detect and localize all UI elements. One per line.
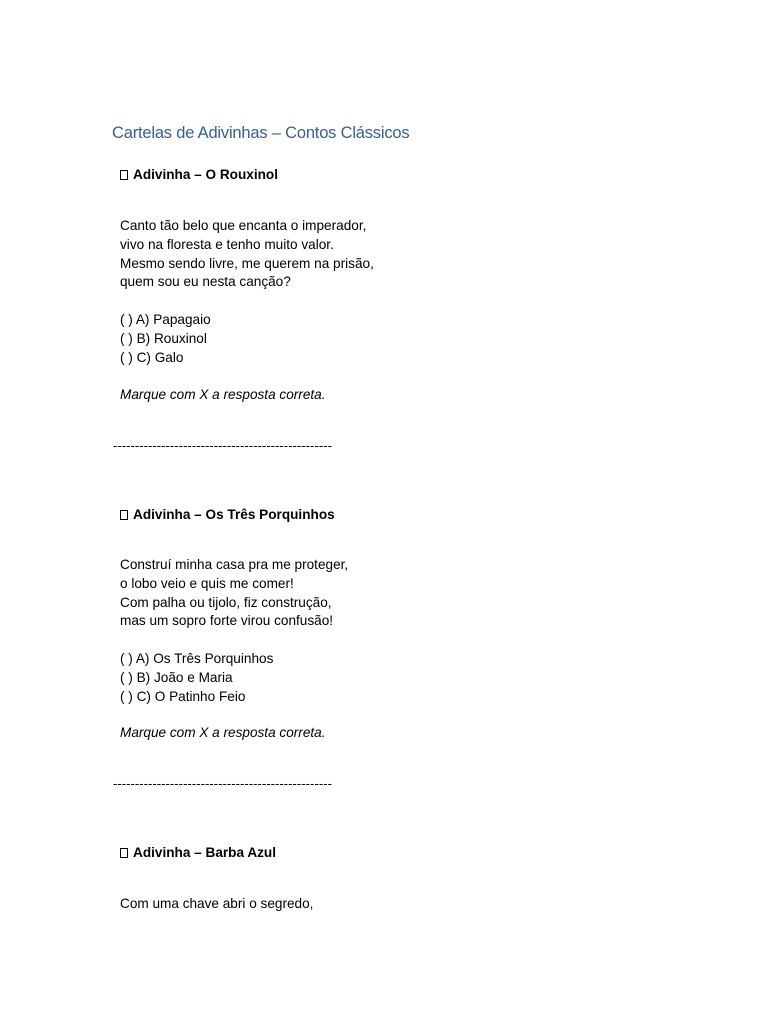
verse-line: o lobo veio e quis me comer! — [120, 575, 294, 591]
riddle-verse — [120, 895, 313, 914]
answer-option: ( ) B) Rouxinol — [120, 330, 207, 346]
answer-option: ( ) C) O Patinho Feio — [120, 688, 246, 704]
answer-option: ( ) C) Galo — [120, 349, 184, 365]
riddle-verse — [120, 217, 374, 292]
riddle-options — [120, 311, 211, 367]
verse-line: Construí minha casa pra me proteger, — [120, 557, 349, 572]
riddle-options — [120, 650, 273, 706]
riddle-heading-text: Adivinha – Barba Azul — [133, 845, 277, 860]
box-icon — [120, 848, 128, 858]
verse-line: mas um sopro forte virou confusão! — [120, 613, 334, 629]
verse-line: Com uma chave abri o segredo, — [120, 896, 314, 911]
riddle-heading — [118, 166, 278, 185]
riddle-instruction: Marque com X a resposta correta. — [120, 725, 326, 740]
verse-line: Canto tão belo que encanta o imperador, — [120, 218, 367, 233]
section-separator: -------------------------------------------------- — [113, 776, 332, 791]
verse-line: vivo na floresta e tenho muito valor. — [120, 236, 334, 252]
riddle-heading — [118, 506, 335, 525]
answer-option: ( ) A) Os Três Porquinhos — [120, 651, 274, 666]
verse-line: quem sou eu nesta canção? — [120, 274, 291, 290]
verse-line: Mesmo sendo livre, me querem na prisão, — [120, 255, 374, 271]
answer-option: ( ) B) João e Maria — [120, 669, 233, 685]
section-separator: -------------------------------------------------- — [113, 438, 332, 453]
riddle-instruction: Marque com X a resposta correta. — [120, 387, 326, 402]
riddle-heading — [118, 844, 276, 863]
riddle-heading-text: Adivinha – Os Três Porquinhos — [133, 507, 335, 522]
answer-option: ( ) A) Papagaio — [120, 312, 211, 327]
verse-line: Com palha ou tijolo, fiz construção, — [120, 594, 332, 610]
box-icon — [120, 170, 128, 180]
document-title: Cartelas de Adivinhas – Contos Clássicos — [112, 124, 410, 142]
riddle-heading-text: Adivinha – O Rouxinol — [133, 167, 279, 182]
riddle-verse — [120, 556, 348, 631]
box-icon — [120, 510, 128, 520]
